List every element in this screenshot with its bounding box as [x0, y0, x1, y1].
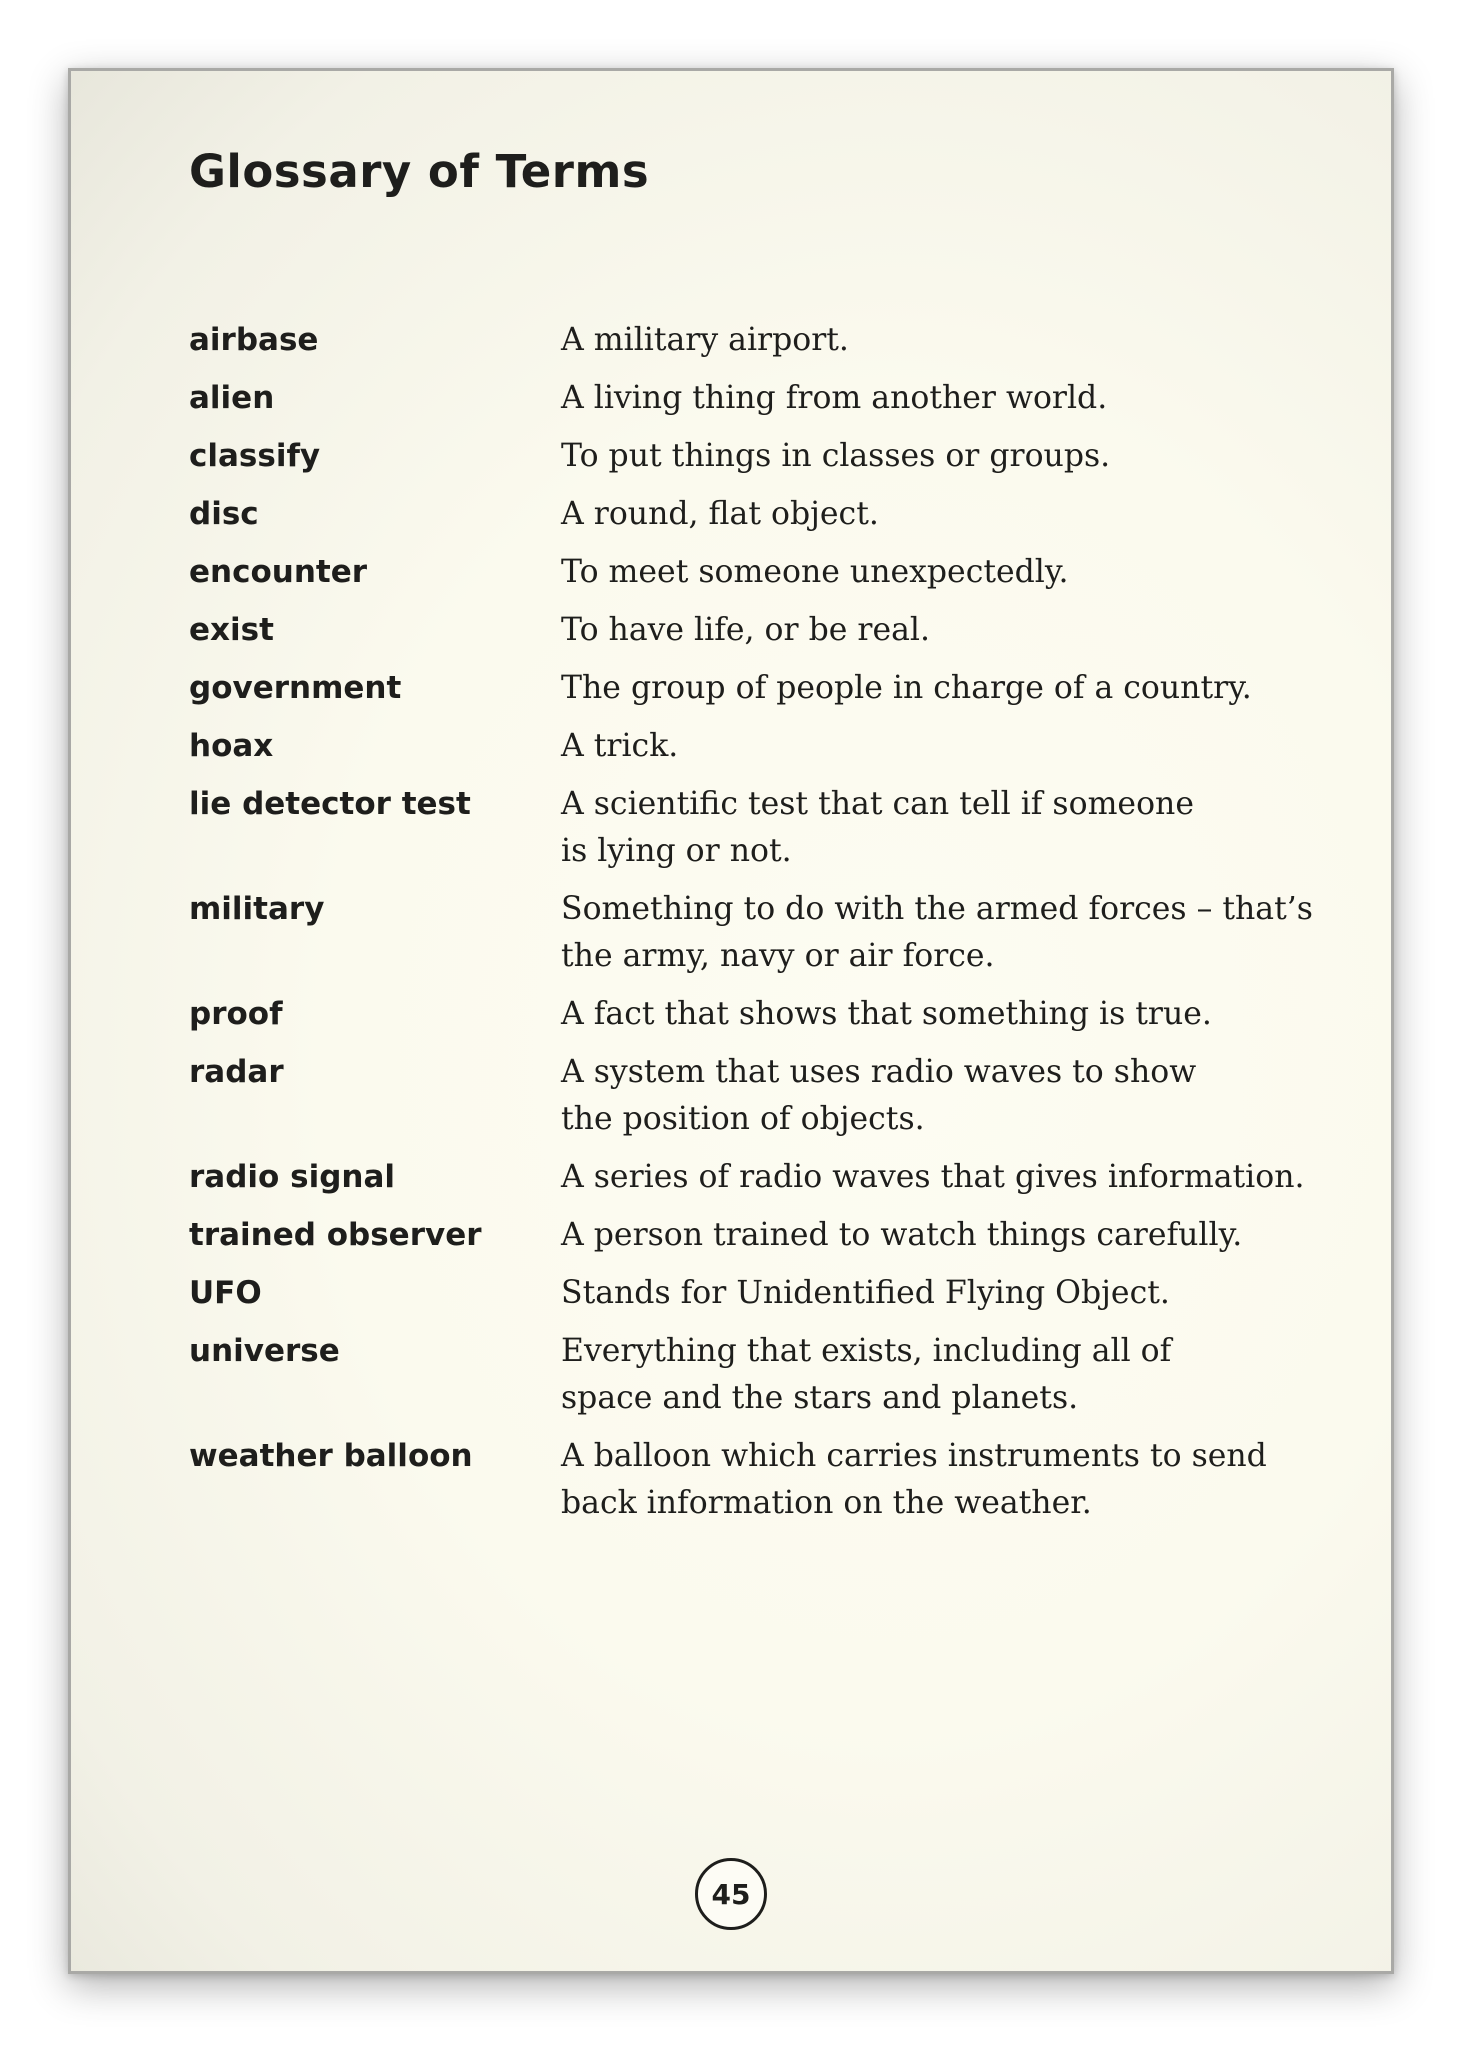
glossary-term: trained observer	[189, 1217, 482, 1253]
glossary-term: encounter	[189, 554, 368, 590]
glossary-term: exist	[189, 612, 274, 648]
glossary-entry	[189, 1154, 1329, 1212]
glossary-entry	[189, 886, 1329, 991]
glossary-entry	[189, 991, 1329, 1049]
glossary-definition: A round, flat object.	[561, 496, 879, 532]
glossary-term: radio signal	[189, 1159, 395, 1195]
glossary-definition: Stands for Unidentified Flying Object.	[561, 1275, 1170, 1311]
glossary-definition: To put things in classes or groups.	[561, 438, 1111, 474]
glossary-term: classify	[189, 438, 321, 474]
glossary-definition: The group of people in charge of a country.	[561, 670, 1252, 706]
glossary-definition: Everything that exists, including all of space and the stars and planets.	[561, 1333, 1172, 1416]
glossary-definition: A scientific test that can tell if someone is lying or not.	[561, 786, 1194, 869]
glossary-entry	[189, 781, 1329, 886]
glossary-term: airbase	[189, 322, 319, 358]
glossary-entry	[189, 433, 1329, 491]
glossary-term: government	[189, 670, 402, 706]
glossary-entry	[189, 375, 1329, 433]
glossary-term: lie detector test	[189, 786, 471, 822]
glossary-entry	[189, 317, 1329, 375]
glossary-term: disc	[189, 496, 259, 532]
glossary-entry	[189, 665, 1329, 723]
glossary-entry	[189, 549, 1329, 607]
glossary-list	[189, 317, 1329, 1538]
glossary-term: weather balloon	[189, 1438, 473, 1474]
glossary-definition: A series of radio waves that gives information.	[561, 1159, 1305, 1195]
glossary-definition: A living thing from another world.	[561, 380, 1108, 416]
glossary-definition: A trick.	[561, 728, 679, 764]
glossary-entry	[189, 1212, 1329, 1270]
glossary-entry	[189, 1270, 1329, 1328]
glossary-definition: A fact that shows that something is true.	[561, 996, 1212, 1032]
glossary-definition: To have life, or be real.	[561, 612, 930, 648]
glossary-entry	[189, 607, 1329, 665]
glossary-term: proof	[189, 996, 283, 1032]
glossary-term: UFO	[189, 1275, 262, 1311]
glossary-definition: To meet someone unexpectedly.	[561, 554, 1069, 590]
glossary-definition: Something to do with the armed forces – that’s the army, navy or air force.	[561, 891, 1313, 974]
glossary-term: alien	[189, 380, 275, 416]
glossary-definition: A system that uses radio waves to show the position of objects.	[561, 1054, 1197, 1137]
glossary-entry	[189, 1049, 1329, 1154]
glossary-term: universe	[189, 1333, 340, 1369]
page-title: Glossary of Terms	[189, 145, 650, 198]
glossary-term: radar	[189, 1054, 284, 1090]
glossary-definition: A balloon which carries instruments to send back information on the weather.	[561, 1438, 1267, 1521]
book-page	[68, 68, 1394, 1974]
glossary-definition: A military airport.	[561, 322, 849, 358]
page-number-badge: 45	[695, 1858, 767, 1930]
glossary-entry	[189, 1328, 1329, 1433]
glossary-term: hoax	[189, 728, 274, 764]
glossary-entry	[189, 723, 1329, 781]
glossary-term: military	[189, 891, 325, 927]
glossary-definition: A person trained to watch things carefully.	[561, 1217, 1243, 1253]
glossary-entry	[189, 491, 1329, 549]
glossary-entry	[189, 1433, 1329, 1538]
